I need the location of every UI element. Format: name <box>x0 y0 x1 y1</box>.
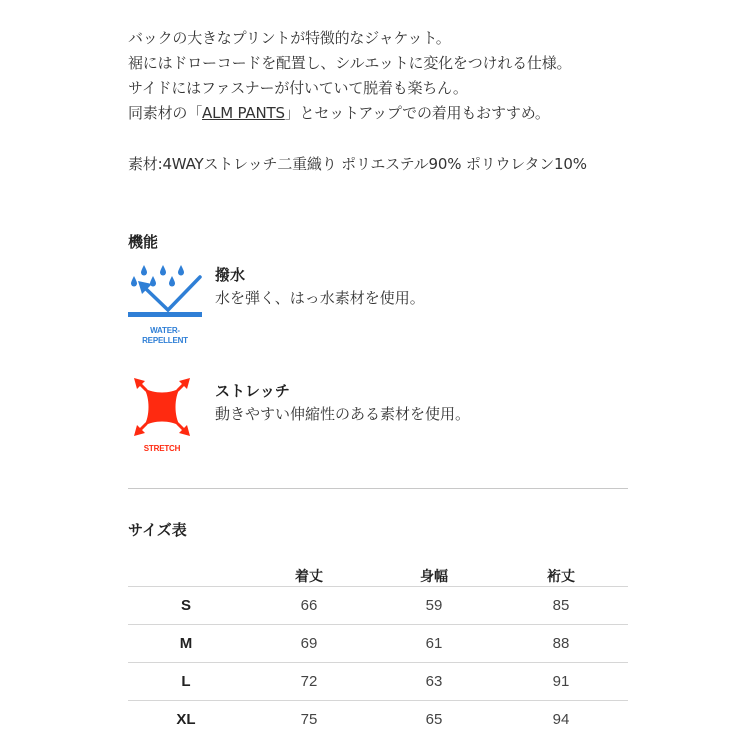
table-cell: 69 <box>244 625 374 663</box>
description-line: バックの大きなプリントが特徴的なジャケット。 <box>128 29 451 47</box>
feature-name: 撥水 <box>215 266 246 284</box>
water-repellent-icon <box>128 262 202 347</box>
table-row <box>128 701 628 739</box>
feature-detail: 水を弾く、はっ水素材を使用。 <box>215 289 425 307</box>
feature-water-repellent <box>128 262 628 352</box>
alm-pants-link[interactable]: ALM PANTS <box>202 104 285 122</box>
table-row <box>128 587 628 625</box>
description-line: 裾にはドローコードを配置し、シルエットに変化をつけれる仕様。 <box>128 54 572 72</box>
table-cell: 88 <box>494 625 628 663</box>
header-cell: 身幅 <box>420 569 448 585</box>
table-cell: 85 <box>494 587 628 625</box>
table-cell: 59 <box>374 587 494 625</box>
feature-detail: 動きやすい伸縮性のある素材を使用。 <box>215 405 471 423</box>
feature-text <box>215 264 425 310</box>
header-cell: 着丈 <box>295 569 323 585</box>
feature-text <box>215 380 470 426</box>
size-table <box>128 566 628 738</box>
description-suffix: 」とセットアップでの着用もおすすめ。 <box>284 104 550 122</box>
table-row <box>128 625 628 663</box>
table-header-row <box>128 566 628 587</box>
header-cell: 裄丈 <box>547 569 575 585</box>
description-text <box>128 26 628 126</box>
feature-stretch <box>128 378 628 468</box>
table-cell: 66 <box>244 587 374 625</box>
table-cell: 94 <box>494 701 628 739</box>
icon-label-line: STRETCH <box>143 444 181 453</box>
table-cell: 61 <box>374 625 494 663</box>
features-title: 機能 <box>128 233 159 251</box>
size-table-title: サイズ表 <box>128 521 187 539</box>
size-label: XL <box>128 701 244 739</box>
description-prefix: 同素材の「 <box>128 104 203 122</box>
water-repellent-label <box>128 326 202 346</box>
table-row <box>128 663 628 701</box>
material-text: 素材:4WAYストレッチ二重織り ポリエステル90% ポリウレタン10% <box>128 155 587 173</box>
table-cell: 63 <box>374 663 494 701</box>
icon-label-line: WATER- <box>150 326 180 335</box>
table-cell: 75 <box>244 701 374 739</box>
size-label: S <box>128 587 244 625</box>
description-line <box>128 101 628 126</box>
stretch-label <box>125 444 199 454</box>
size-label: L <box>128 663 244 701</box>
section-divider <box>128 488 628 489</box>
table-cell: 91 <box>494 663 628 701</box>
size-label: M <box>128 625 244 663</box>
icon-label-line: REPELLENT <box>142 336 188 345</box>
description-line: サイドにはファスナーが付いていて脱着も楽ちん。 <box>128 79 468 97</box>
feature-name: ストレッチ <box>215 382 290 400</box>
product-description-section <box>128 26 628 728</box>
table-cell: 65 <box>374 701 494 739</box>
table-cell: 72 <box>244 663 374 701</box>
header-cell <box>128 566 244 587</box>
stretch-icon <box>128 378 202 463</box>
